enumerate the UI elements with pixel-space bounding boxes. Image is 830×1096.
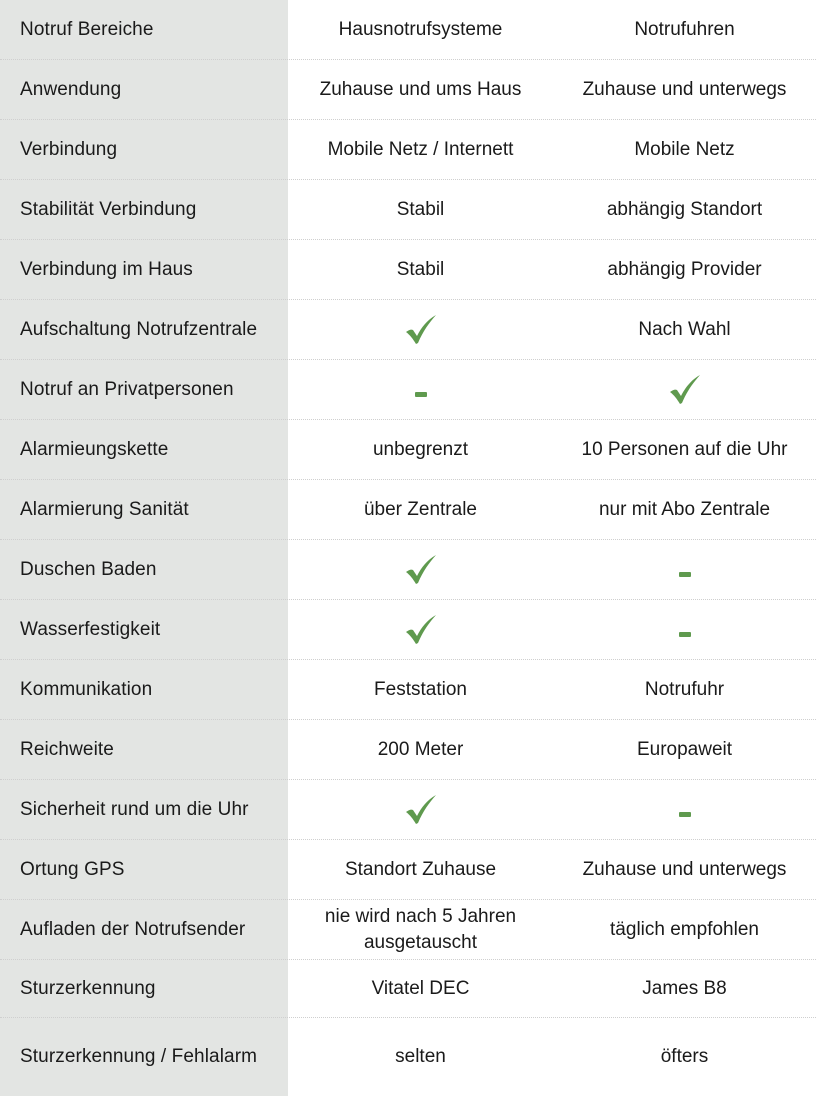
checkmark-icon bbox=[404, 613, 438, 647]
cell-hausnotrufsysteme bbox=[288, 600, 553, 660]
row-label: Anwendung bbox=[0, 60, 288, 120]
row-label: Sturzerkennung / Fehlalarm bbox=[0, 1018, 288, 1096]
cell-notrufuhren: James B8 bbox=[642, 978, 727, 999]
cell-hausnotrufsysteme: Hausnotrufsysteme bbox=[338, 19, 503, 40]
cell-hausnotrufsysteme: Vitatel DEC bbox=[371, 978, 470, 999]
table-row bbox=[0, 540, 816, 600]
row-label: Aufladen der Notrufsender bbox=[0, 900, 288, 960]
cell-hausnotrufsysteme: über Zentrale bbox=[363, 499, 477, 520]
cell-notrufuhren: täglich empfohlen bbox=[610, 919, 759, 940]
row-label: Ortung GPS bbox=[0, 840, 288, 900]
cell-hausnotrufsysteme: nie wird nach 5 Jahren ausgetauscht bbox=[324, 906, 517, 953]
cell-hausnotrufsysteme: unbegrenzt bbox=[372, 439, 469, 460]
cell-notrufuhren bbox=[553, 360, 816, 420]
cell-hausnotrufsysteme: Standort Zuhause bbox=[344, 859, 497, 880]
cell-hausnotrufsysteme bbox=[288, 360, 553, 420]
cell-hausnotrufsysteme: 200 Meter bbox=[377, 739, 464, 760]
cell-notrufuhren bbox=[553, 780, 816, 840]
cell-hausnotrufsysteme: Mobile Netz / Internett bbox=[327, 139, 514, 160]
cell-notrufuhren: abhängig Provider bbox=[607, 259, 762, 280]
table-row bbox=[0, 120, 816, 180]
table-row bbox=[0, 660, 816, 720]
row-label: Stabilität Verbindung bbox=[0, 180, 288, 240]
cell-notrufuhren: Zuhause und unterwegs bbox=[582, 859, 787, 880]
cell-notrufuhren: Nach Wahl bbox=[638, 319, 731, 340]
table-row bbox=[0, 840, 816, 900]
cell-hausnotrufsysteme: selten bbox=[395, 1046, 446, 1067]
dash-icon bbox=[679, 632, 691, 637]
row-label: Aufschaltung Notrufzentrale bbox=[0, 300, 288, 360]
cell-notrufuhren: nur mit Abo Zentrale bbox=[598, 499, 771, 520]
checkmark-icon bbox=[404, 793, 438, 827]
cell-hausnotrufsysteme: Stabil bbox=[396, 259, 445, 280]
cell-notrufuhren: Europaweit bbox=[636, 739, 733, 760]
table-row bbox=[0, 240, 816, 300]
table-row bbox=[0, 600, 816, 660]
row-label: Reichweite bbox=[0, 720, 288, 780]
cell-notrufuhren: Mobile Netz bbox=[634, 139, 735, 160]
cell-hausnotrufsysteme bbox=[288, 540, 553, 600]
row-label: Sturzerkennung bbox=[0, 960, 288, 1018]
row-label: Duschen Baden bbox=[0, 540, 288, 600]
table-row bbox=[0, 420, 816, 480]
cell-notrufuhren: Notrufuhren bbox=[634, 19, 735, 40]
cell-hausnotrufsysteme: Zuhause und ums Haus bbox=[319, 79, 522, 100]
table-row bbox=[0, 360, 816, 420]
table-row bbox=[0, 1018, 816, 1096]
table-row bbox=[0, 180, 816, 240]
table-row bbox=[0, 780, 816, 840]
cell-hausnotrufsysteme: Feststation bbox=[374, 679, 467, 700]
cell-hausnotrufsysteme: Stabil bbox=[396, 199, 445, 220]
cell-notrufuhren: 10 Personen auf die Uhr bbox=[581, 439, 788, 460]
cell-notrufuhren: öfters bbox=[660, 1046, 709, 1067]
checkmark-icon bbox=[668, 373, 702, 407]
table-row bbox=[0, 60, 816, 120]
cell-notrufuhren bbox=[553, 540, 816, 600]
row-label: Alarmierung Sanität bbox=[0, 480, 288, 540]
checkmark-icon bbox=[404, 553, 438, 587]
table-row bbox=[0, 720, 816, 780]
dash-icon bbox=[415, 392, 427, 397]
table-row bbox=[0, 900, 816, 960]
table-row bbox=[0, 480, 816, 540]
cell-notrufuhren: abhängig Standort bbox=[606, 199, 763, 220]
table-row bbox=[0, 300, 816, 360]
row-label: Verbindung im Haus bbox=[0, 240, 288, 300]
row-label: Verbindung bbox=[0, 120, 288, 180]
cell-notrufuhren: Notrufuhr bbox=[644, 679, 725, 700]
row-label: Notruf an Privatpersonen bbox=[0, 360, 288, 420]
dash-icon bbox=[679, 572, 691, 577]
checkmark-icon bbox=[404, 313, 438, 347]
row-label: Notruf Bereiche bbox=[0, 0, 288, 60]
table-row bbox=[0, 0, 816, 60]
row-label: Sicherheit rund um die Uhr bbox=[0, 780, 288, 840]
cell-hausnotrufsysteme bbox=[288, 780, 553, 840]
dash-icon bbox=[679, 812, 691, 817]
cell-notrufuhren bbox=[553, 600, 816, 660]
cell-notrufuhren: Zuhause und unterwegs bbox=[582, 79, 787, 100]
row-label: Alarmieungskette bbox=[0, 420, 288, 480]
row-label: Kommunikation bbox=[0, 660, 288, 720]
row-label: Wasserfestigkeit bbox=[0, 600, 288, 660]
cell-hausnotrufsysteme bbox=[288, 300, 553, 360]
table-row bbox=[0, 960, 816, 1018]
